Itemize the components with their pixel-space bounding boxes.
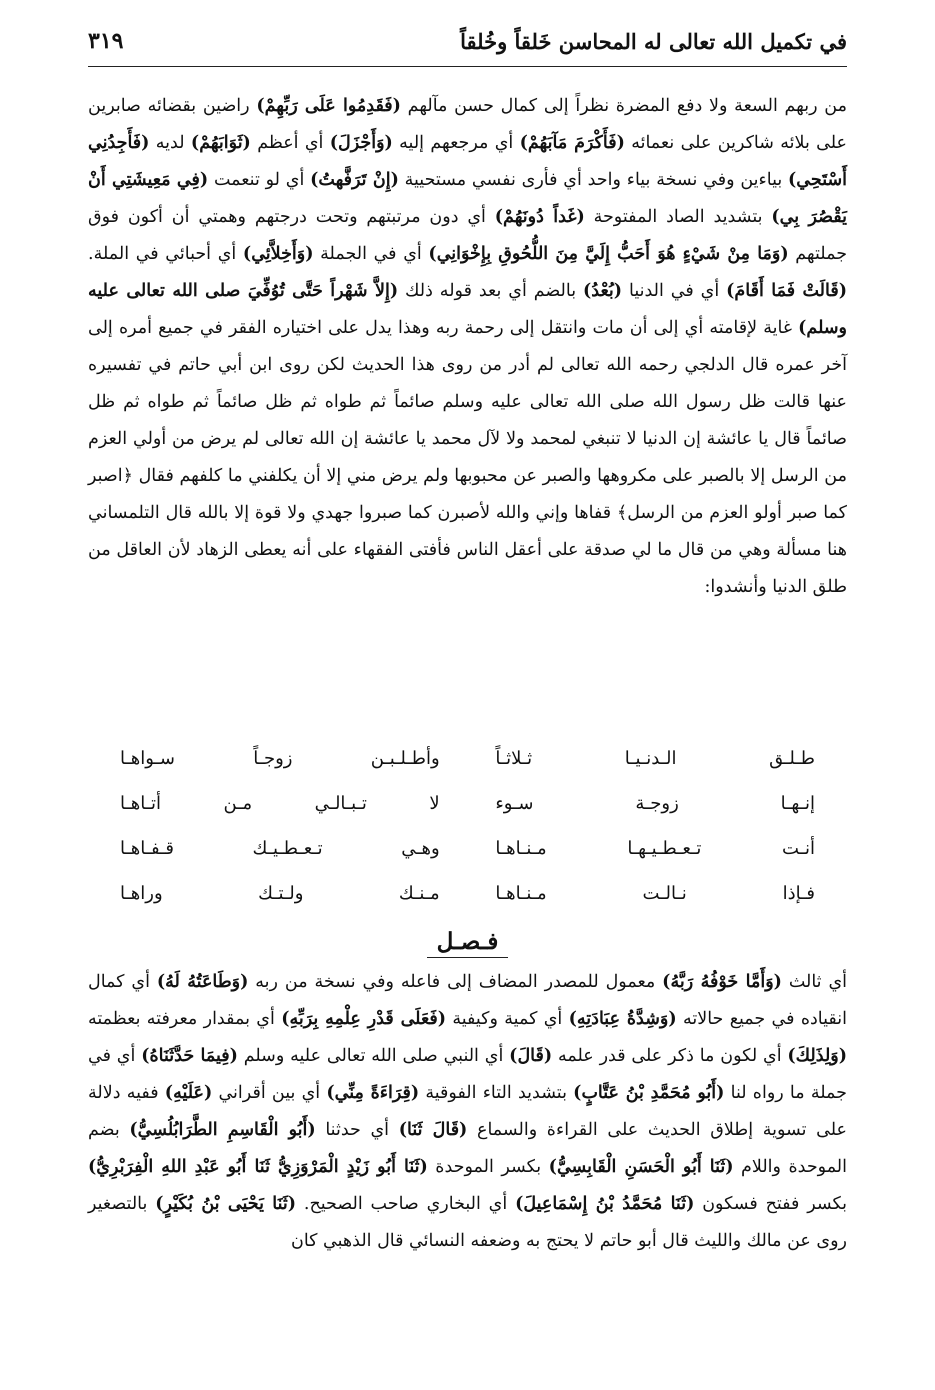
quoted-matn: (ثَنَا أَبُو زَيْدٍ الْمَرْوَزِيُّ ثَنَا أَبُو عَبْدِ اللهِ الْفِرَبْرِيُّ) <box>88 1157 428 1177</box>
commentary-text: أي ثالث <box>781 972 848 992</box>
verse-hemistich-right: إنـهـا زوجـة سـوء <box>495 793 815 814</box>
quoted-matn: (ثَنَا يَحْيَى بْنُ بُكَيْرٍ) <box>155 1194 297 1214</box>
commentary-text: من ربهم السعة ولا دفع المضرة نظراً إلى كمال حسن مآلهم <box>400 96 847 116</box>
verse-hemistich-left: وأطـلـبـن زوجـاً سـواهـا <box>120 748 440 769</box>
quoted-matn: (فَقَدِمُوا عَلَى رَبِّهِمْ) <box>256 96 401 116</box>
poem-verse <box>120 826 815 871</box>
commentary-text: أي في جملة ما رواه لنا <box>88 1046 847 1103</box>
header-rule <box>88 66 847 67</box>
poem-verse <box>120 781 815 826</box>
commentary-text: بكسر الموحدة <box>427 1157 549 1177</box>
commentary-text: راضين بقضائه صابرين على بلائه شاكرين على نعمائه <box>88 96 847 153</box>
quoted-matn: (وَشِدَّةُ عِبَادَتِهِ) <box>568 1009 677 1029</box>
commentary-text: أي بمقدار معرفته بعظمته <box>88 1009 282 1029</box>
commentary-text: أي لو تنعمت <box>208 170 311 190</box>
quoted-matn: (ثَنَا مُحَمَّدُ بْنُ إِسْمَاعِيلَ) <box>515 1194 695 1214</box>
quoted-matn: (فَأَكْرَمَ مَآبَهُمْ) <box>519 133 625 153</box>
verse-hemistich-right: فـإذا نـالـت مـنـاهـا <box>495 883 815 904</box>
commentary-text: أي النبي صلى الله تعالى عليه وسلم <box>237 1046 510 1066</box>
commentary-text: ففيه دلالة على تسوية إطلاق الحديث على القراءة والسماع <box>88 1083 847 1140</box>
commentary-text: أي مرجعهم إليه <box>392 133 520 153</box>
quoted-matn: (قِرَاءَةً مِنِّي) <box>326 1083 420 1103</box>
paragraph-2 <box>88 964 847 1260</box>
commentary-text: غاية لإقامته أي إلى أن مات وانتقل إلى رحمة ربه وهذا يدل على اختياره الفقر في جميع أمره إلى آخر عمره قال الدلجي رحمه الله تعالى لم أدر من روى هذا الحديث لكن روى ابن أبي حاتم في تفسيره عنها قالت ظل رسول الله صلى الله تعالى عليه وسلم صائماً ثم طواه ثم ظل صائماً ثم طواه ثم ظل صائماً قال يا عائشة إن الدنيا لا تنبغي لمحمد ولا لآل محمد يا عائشة إن الله تعالى لم يرض من أولي العزم من الرسل إلا بالصبر على مكروهها والصبر عن محبوبها ولم يرض مني إلا أن يكلفني ما كلفهم فقال ﴿اصبر كما صبر أولو العزم من الرسل﴾ قفاها وإني والله لأصبرن كما صبروا جهدي ولا قوة إلا بالله قال التلمساني هنا مسألة وهي من قال ما لي صدقة على أعقل الناس فأفتى الفقهاء على أنه يعطى الزهاد لأن العاقل من طلق الدنيا وأنشدوا: <box>88 318 847 597</box>
commentary-text: معمول للمصدر المضاف إلى فاعله وفي نسخة من ربه <box>248 972 663 992</box>
commentary-text: لديه <box>149 133 191 153</box>
commentary-text: بتشديد الصاد المفتوحة <box>584 207 772 227</box>
paragraph-1 <box>88 88 847 606</box>
quoted-matn: (غَداً دُونَهُمْ) <box>494 207 585 227</box>
section-heading-text: فـصـل <box>427 928 509 958</box>
commentary-text: أي أعظم <box>250 133 330 153</box>
section-heading <box>0 928 935 955</box>
text-block-2 <box>88 964 847 1260</box>
quoted-matn: (وَلِذَلِكَ) <box>787 1046 848 1066</box>
commentary-text: أي أحبائي في الملة. <box>88 244 243 264</box>
commentary-text: أي دون مرتبتهم وتحت درجتهم وهمتي أن أكون فوق جملتهم <box>88 207 848 264</box>
quoted-matn: (وَأَخِلاَّئِي) <box>242 244 314 264</box>
commentary-text: بالضم أي بعد قوله ذلك <box>398 281 584 301</box>
quoted-matn: (أَبُو الْقَاسِمِ الطَّرَابُلُسِيُّ) <box>129 1120 316 1140</box>
quoted-matn: (فَعَلَى قَدْرِ عِلْمِهِ بِرَبِّهِ) <box>281 1009 447 1029</box>
verse-hemistich-left: لا تـبـالـي مـن أتـاهـا <box>120 793 440 814</box>
commentary-text: أي كمال انقياده في جميع حالاته <box>88 972 847 1029</box>
quoted-matn: (إِنْ تَرَفَّهتُ) <box>310 170 399 190</box>
commentary-text: بتشديد التاء الفوقية <box>419 1083 574 1103</box>
quoted-matn: (وَمَا مِنْ شَيْءٍ هُوَ أَحَبُّ إِلَيَّ مِنَ اللُّحُوقِ بِإِخْوَانِي) <box>428 244 789 264</box>
commentary-text: أي في الجملة <box>313 244 429 264</box>
quoted-matn: (ثَوَابَهُمْ) <box>190 133 251 153</box>
running-header <box>88 22 847 60</box>
verse-hemistich-left: وهـي تـعـطـيـك قـفـاهـا <box>120 838 440 859</box>
verse-hemistich-right: أنـت تـعـطـيـهـا مـنـاهـا <box>495 838 815 859</box>
chapter-title: في تكميل الله تعالى له المحاسن خَلقاً وخُلقاً <box>460 28 847 54</box>
quoted-matn: (إِلاَّ شَهْراً حَتَّى تُوُفِّيَ صلى الله تعالى عليه وسلم) <box>88 281 847 338</box>
quoted-matn: (وَطَاعَتُهُ لَهُ) <box>156 972 249 992</box>
commentary-text: أي حدثنا <box>315 1120 399 1140</box>
quoted-matn: (أَبُو مُحَمَّدِ بْنُ عَتَّابٍ) <box>573 1083 725 1103</box>
quoted-matn: (وَأَمَّا خَوْفُهُ رَبَّهُ) <box>662 972 782 992</box>
commentary-text: أي كمية وكيفية <box>446 1009 569 1029</box>
text-block-1 <box>88 88 847 606</box>
quoted-matn: (قَالَ ثَنَا) <box>398 1120 468 1140</box>
poem-verse <box>120 736 815 781</box>
poem-verse <box>120 871 815 916</box>
quoted-matn: (بُعْدُ) <box>583 281 623 301</box>
quoted-matn: (قَالَتْ فَمَا أَقَامَ) <box>726 281 847 301</box>
page-number: ٣١٩ <box>88 28 124 54</box>
commentary-text: أي البخاري صاحب الصحيح. <box>296 1194 516 1214</box>
commentary-text: بكسر ففتح فسكون <box>694 1194 848 1214</box>
quoted-matn: (قَالَ) <box>509 1046 553 1066</box>
commentary-text: أي في الدنيا <box>622 281 727 301</box>
commentary-text: بالتصغير روى عن مالك والليث قال أبو حاتم لا يحتج به وضعفه النسائي قال الذهبي كان <box>88 1194 847 1251</box>
quoted-matn: (فَأَجِدُنِي أَسْتَحِي) <box>88 133 847 190</box>
poem <box>120 736 815 916</box>
verse-hemistich-left: مـنـك ولـتـك وراهـا <box>120 883 440 904</box>
quoted-matn: (فِيمَا حَدَّثَنَاهُ) <box>141 1046 238 1066</box>
commentary-text: أي لكون ما ذكر على قدر علمه <box>552 1046 788 1066</box>
verse-hemistich-right: طـلـق الـدنـيـا ثـلاثـاً <box>495 748 815 769</box>
commentary-text: بضم الموحدة واللام <box>88 1120 848 1177</box>
quoted-matn: (فِي مَعِيشَتِي أَنْ يَقْصُرَ بِي) <box>88 170 847 227</box>
commentary-text: أي بين أقراني <box>212 1083 327 1103</box>
commentary-text: بياءين وفي نسخة بياء واحد أي فأرى نفسي مستحيية <box>398 170 789 190</box>
quoted-matn: (ثَنَا أَبُو الْحَسَنِ الْقَابِسِيُّ) <box>548 1157 734 1177</box>
quoted-matn: (عَلَيْهِ) <box>164 1083 213 1103</box>
quoted-matn: (وَأَجْزَلَ) <box>329 133 393 153</box>
